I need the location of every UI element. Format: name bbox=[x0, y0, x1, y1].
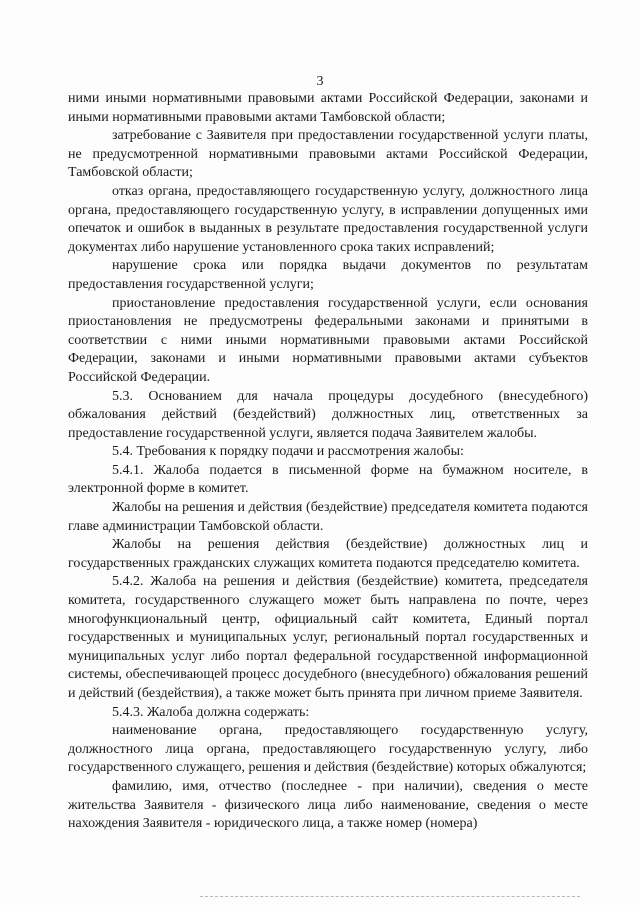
paragraph: наименование органа, предоставляющего государственную услугу, должностного лица органа, предоставляющего государственную услугу, либо государственного служащего, решения и действия (бездействие) которых обжалуются; bbox=[68, 723, 588, 776]
paragraph: Жалобы на решения и действия (бездействие) председателя комитета подаются главе администрации Тамбовской области. bbox=[68, 500, 588, 534]
paragraph: отказ органа, предоставляющего государственную услугу, должностного лица органа, предоставляющего государственную услугу, в исправлении допущенных ими опечаток и ошибок в выданных в результате предоставления государственной услуги документах либо нарушение установленного срока таких исправлений; bbox=[68, 183, 588, 255]
paragraph: затребование с Заявителя при предоставлении государственной услуги платы, не предусмотренной нормативными правовыми актами Российской Федерации, Тамбовской области; bbox=[68, 128, 588, 181]
paragraph: приостановление предоставления государственной услуги, если основания приостановления не предусмотрены федеральными законами и принятыми в соответствии с ними иными нормативными правовыми актами Российской Федерации, законами и иными нормативными правовыми актами субъектов Российской Федерации. bbox=[68, 295, 588, 385]
body-text bbox=[68, 90, 588, 834]
paragraph: 5.3. Основанием для начала процедуры досудебного (внесудебного) обжалования действий (бездействий) должностных лиц, ответственных за предоставление государственной услуги, является подача Заявителем жалобы. bbox=[68, 388, 588, 441]
paragraph: 5.4.2. Жалоба на решения и действия (бездействие) комитета, председателя комитета, государственного служащего может быть направлена по почте, через многофункциональный центр, официальный сайт комитета, Единый портал государственных и муниципальных услуг, региональный портал государственных и муниципальных услуг либо портал федеральной государственной информационной системы, обеспечивающей процесс досудебного (внесудебного) обжалования решений и действий (бездействия), а также может быть принята при личном приеме Заявителя. bbox=[68, 574, 588, 701]
paragraph: 5.4. Требования к порядку подачи и рассмотрения жалобы: bbox=[112, 444, 464, 460]
paragraph: 5.4.1. Жалоба подается в письменной форме на бумажном носителе, в электронной форме в комитет. bbox=[68, 462, 588, 497]
paragraph: фамилию, имя, отчество (последнее - при наличии), сведения о месте жительства Заявителя - физического лица либо наименование, сведения о месте нахождения Заявителя - юридического лица, а также номер (номера) bbox=[68, 778, 588, 832]
footer-divider bbox=[200, 896, 580, 897]
paragraph: нарушение срока или порядка выдачи документов по результатам предоставления государственной услуги; bbox=[68, 258, 588, 292]
paragraph: Жалобы на решения действия (бездействие) должностных лиц и государственных гражданских служащих комитета подаются председателю комитета. bbox=[68, 537, 588, 571]
paragraph: ними иными нормативными правовыми актами Российской Федерации, законами и иными нормативными правовыми актами Тамбовской области; bbox=[68, 91, 588, 125]
page-number: 3 bbox=[316, 74, 324, 89]
paragraph: 5.4.3. Жалоба должна содержать: bbox=[112, 704, 310, 720]
